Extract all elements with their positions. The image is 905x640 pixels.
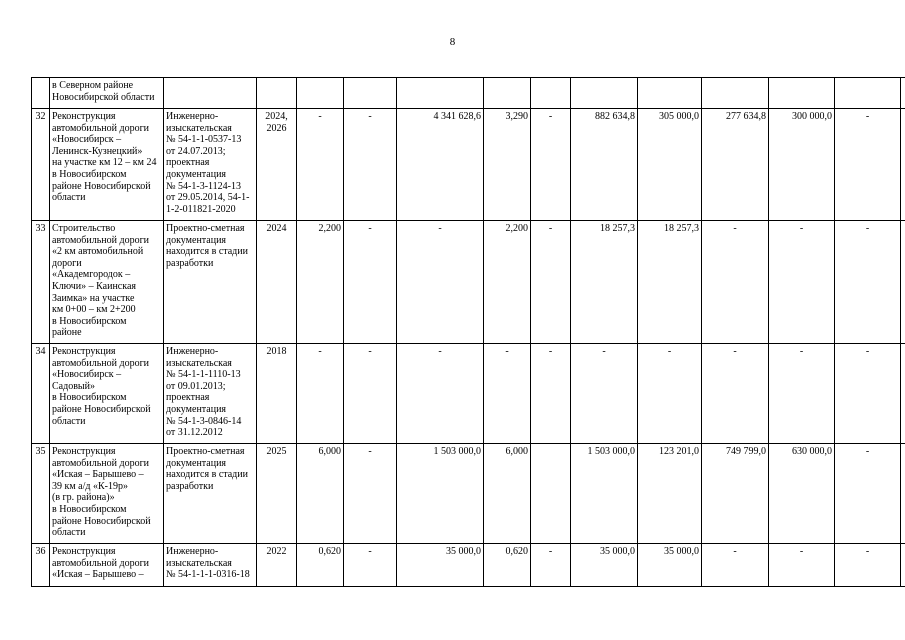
value-cell: - <box>769 221 835 344</box>
value-cell: - <box>297 109 344 221</box>
value-cell: 749 799,0 <box>702 444 769 544</box>
value-cell: - <box>835 344 901 444</box>
value-cell <box>297 78 344 109</box>
object-name: Реконструкция автомобильной дороги «Новосибирск – Садовый» в Новосибирском районе Новосибирской области <box>50 344 164 444</box>
value-cell: 35 000,0 <box>638 544 702 587</box>
value-cell <box>835 78 901 109</box>
value-cell: - <box>397 344 484 444</box>
value-cell: 4 341 628,6 <box>397 109 484 221</box>
value-cell: - <box>344 344 397 444</box>
value-cell: - <box>571 344 638 444</box>
object-name: Реконструкция автомобильной дороги «Иская – Барышево – 39 км а/д «К-19р» (в гр. района)» в Новосибирском районе Новосибирской области <box>50 444 164 544</box>
value-cell: - <box>531 344 571 444</box>
object-name: Строительство автомобильной дороги «2 км автомобильной дороги «Академгородок – Ключи» – Каинская Заимка» на участке км 0+00 – км 2+200 в Новосибирском районе <box>50 221 164 344</box>
object-name: Реконструкция автомобильной дороги «Иская – Барышево – <box>50 544 164 587</box>
value-cell: - <box>344 109 397 221</box>
project-documentation: Инженерно- изыскательская № 54-1-1-1-0316-18 <box>164 544 257 587</box>
value-cell: - <box>484 344 531 444</box>
value-cell <box>901 444 905 544</box>
value-cell: 277 634,8 <box>702 109 769 221</box>
implementation-year: 2024, 2026 <box>257 109 297 221</box>
row-number: 32 <box>32 109 50 221</box>
project-documentation: Инженерно- изыскательская № 54-1-1-0537-13 от 24.07.2013; проектная документация № 54-1-3-1124-13 от 29.05.2014, 54-1- 1-2-011821-2020 <box>164 109 257 221</box>
row-number: 34 <box>32 344 50 444</box>
value-cell: 18 257,3 <box>571 221 638 344</box>
value-cell: - <box>835 544 901 587</box>
value-cell: 6,000 <box>297 444 344 544</box>
value-cell: 2,200 <box>484 221 531 344</box>
value-cell: - <box>702 344 769 444</box>
value-cell <box>769 78 835 109</box>
value-cell: - <box>344 221 397 344</box>
project-documentation: Проектно-сметная документация находится в стадии разработки <box>164 444 257 544</box>
value-cell: - <box>835 444 901 544</box>
value-cell: - <box>769 344 835 444</box>
value-cell <box>901 344 905 444</box>
value-cell: - <box>397 221 484 344</box>
value-cell: 3,290 <box>484 109 531 221</box>
value-cell: 300 000,0 <box>769 109 835 221</box>
row-number: 35 <box>32 444 50 544</box>
implementation-year: 2022 <box>257 544 297 587</box>
table-row <box>32 109 905 221</box>
value-cell <box>638 78 702 109</box>
value-cell: 630 000,0 <box>769 444 835 544</box>
table-row <box>32 78 905 109</box>
object-name: в Северном районе Новосибирской области <box>50 78 164 109</box>
value-cell: - <box>344 444 397 544</box>
value-cell: 882 634,8 <box>571 109 638 221</box>
value-cell <box>702 78 769 109</box>
row-number: 33 <box>32 221 50 344</box>
value-cell <box>901 544 905 587</box>
implementation-year <box>257 78 297 109</box>
value-cell <box>901 221 905 344</box>
value-cell: 2,200 <box>297 221 344 344</box>
project-documentation: Проектно-сметная документация находится в стадии разработки <box>164 221 257 344</box>
row-number: 36 <box>32 544 50 587</box>
table-row <box>32 344 905 444</box>
value-cell <box>344 78 397 109</box>
road-projects-table <box>31 77 905 587</box>
value-cell: - <box>835 221 901 344</box>
table-row <box>32 544 905 587</box>
value-cell <box>571 78 638 109</box>
value-cell: 1 503 000,0 <box>397 444 484 544</box>
value-cell: 123 201,0 <box>638 444 702 544</box>
value-cell: - <box>531 109 571 221</box>
value-cell: - <box>702 221 769 344</box>
object-name: Реконструкция автомобильной дороги «Новосибирск – Ленинск-Кузнецкий» на участке км 12 – км 24 в Новосибирском районе Новосибирской области <box>50 109 164 221</box>
page-number: 8 <box>449 36 456 48</box>
value-cell: 0,620 <box>297 544 344 587</box>
value-cell <box>901 109 905 221</box>
value-cell <box>901 78 905 109</box>
implementation-year: 2018 <box>257 344 297 444</box>
value-cell <box>531 444 571 544</box>
value-cell: 1 503 000,0 <box>571 444 638 544</box>
value-cell: - <box>835 109 901 221</box>
value-cell: 18 257,3 <box>638 221 702 344</box>
value-cell: 0,620 <box>484 544 531 587</box>
project-documentation <box>164 78 257 109</box>
project-documentation: Инженерно- изыскательская № 54-1-1-1110-13 от 09.01.2013; проектная документация № 54-1-3-0846-14 от 31.12.2012 <box>164 344 257 444</box>
value-cell: - <box>344 544 397 587</box>
value-cell: - <box>638 344 702 444</box>
value-cell: 6,000 <box>484 444 531 544</box>
value-cell: 35 000,0 <box>571 544 638 587</box>
value-cell: - <box>702 544 769 587</box>
value-cell <box>397 78 484 109</box>
table-row <box>32 444 905 544</box>
table-row <box>32 221 905 344</box>
value-cell: 305 000,0 <box>638 109 702 221</box>
value-cell: - <box>531 221 571 344</box>
value-cell: - <box>769 544 835 587</box>
implementation-year: 2024 <box>257 221 297 344</box>
value-cell: - <box>531 544 571 587</box>
row-number <box>32 78 50 109</box>
value-cell: - <box>297 344 344 444</box>
value-cell <box>531 78 571 109</box>
value-cell: 35 000,0 <box>397 544 484 587</box>
implementation-year: 2025 <box>257 444 297 544</box>
value-cell <box>484 78 531 109</box>
